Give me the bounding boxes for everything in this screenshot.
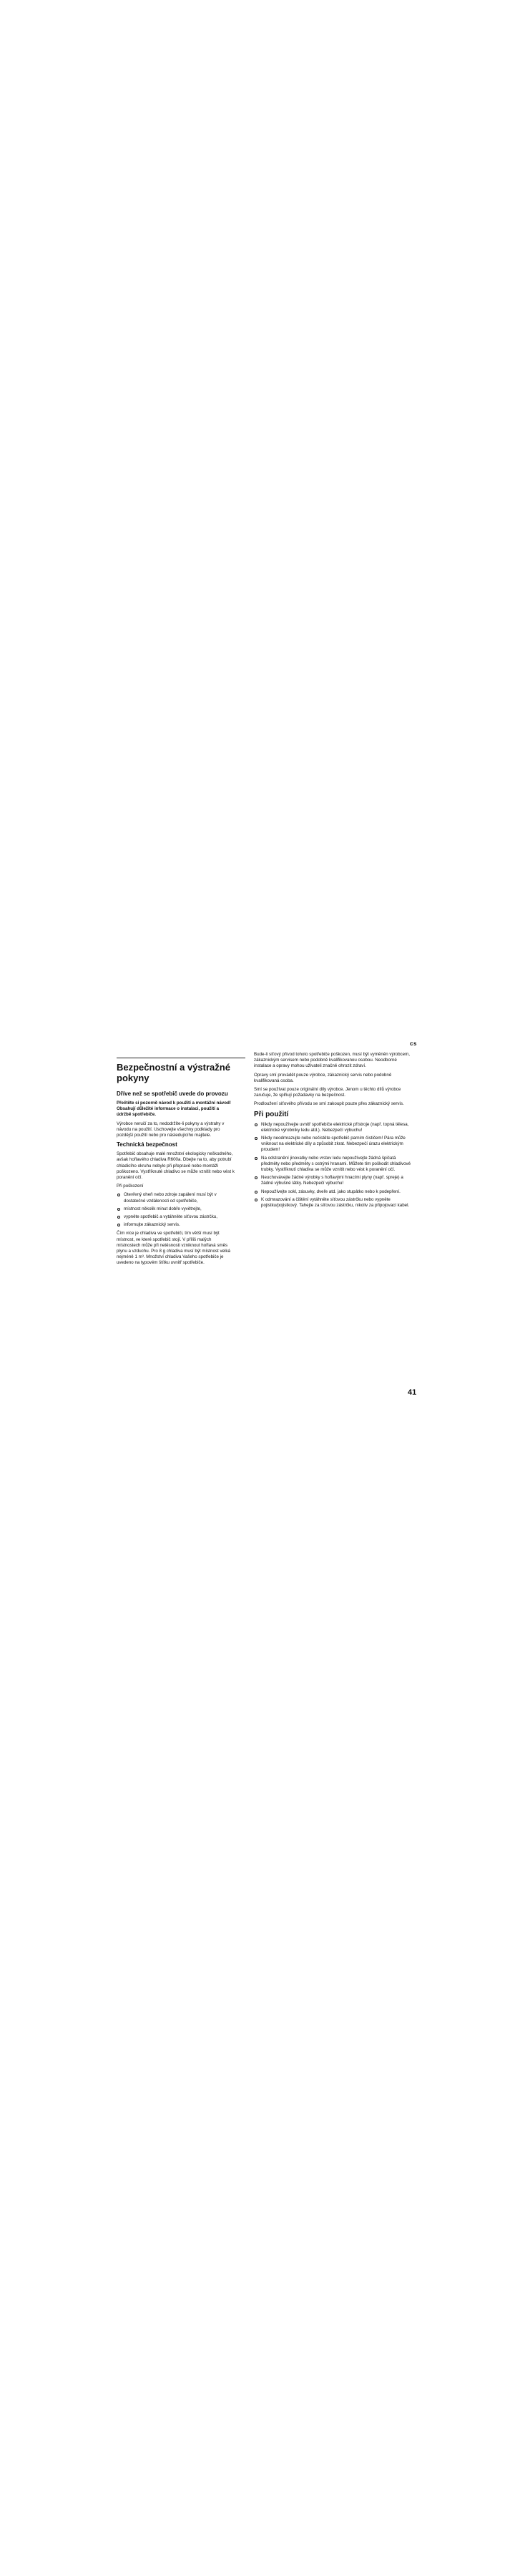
- section-heading-technical-safety: Technická bezpečnost: [117, 1141, 177, 1148]
- list-item: místnost několik minut dobře vyvětrejte,: [117, 1206, 235, 1212]
- list-lead: Při poškození: [117, 1184, 144, 1189]
- section-heading-before-use: Dříve než se spotřebič uvede do provozu: [117, 1091, 228, 1097]
- paragraph: Prodloužení síťového přívodu se smí zakoupit pouze přes zákaznický servis.: [254, 1101, 404, 1107]
- paragraph: Spotřebič obsahuje malé množství ekologicky neškodného, avšak hořlavého chladiva R600a. Dbejte na to, aby potrubí chladicího okruhu nebylo při přepravě nebo montáži poškozeno. Vystříknuté chladivo se může vznítit nebo vést k poranění očí.: [117, 1151, 235, 1181]
- list-item: Na odstranění jinovatky nebo vrstev ledu nepoužívejte žádná špičatá předměty nebo předměty s ostrými hranami. Můžete tím poškodit chladivové trubky. Vystříknutí chladiva se může vznítit nebo vést k poranění očí.: [254, 1156, 415, 1174]
- paragraph: Bude-li síťový přívod tohoto spotřebiče poškozen, musí být vyměněn výrobcem, zákaznickým servisem nebo podobně kvalifikovanou osobou. Neodborné instalace a opravy mohou uživateli značně ohrozit zdraví.: [254, 1052, 410, 1069]
- page-number: 41: [408, 1388, 417, 1397]
- language-badge: cs: [410, 1040, 417, 1047]
- list-item: Otevřený oheň nebo zdroje zapálení musí být v dostatečné vzdálenosti od spotřebiče,: [117, 1192, 235, 1204]
- list-item: Neuchovávejte žádné výrobky s hořlavými hnacími plyny (např. spreje) a žádné výbušné látky. Nebezpečí výbuchu!: [254, 1175, 415, 1186]
- list-item: K odmrazování a čištění vytáhněte síťovou zástrčku nebo vypněte pojistku/pojistkový. Tahejte za síťovou zástrčku, nikoliv za připojovací kabel.: [254, 1197, 415, 1209]
- damage-list: [117, 1192, 235, 1228]
- list-item: vypněte spotřebič a vytáhněte síťovou zástrčku,: [117, 1214, 235, 1220]
- paragraph: Čím více je chladiva ve spotřebiči, tím větší musí být místnost, ve které spotřebič stojí. V příliš malých místnostech může při netěsnosti vzniknout hořlavá směs plynu a vzduchu. Pro 8 g chladiva musí být místnost velká nejméně 1 m³. Množství chladiva Vašeho spotřebiče je uvedeno na typovém štítku uvnitř spotřebiče.: [117, 1231, 230, 1266]
- list-item: Nepoužívejte sokl, zásuvky, dveře atd. jako stupátko nebo k podepření.: [254, 1189, 415, 1195]
- usage-list: [254, 1122, 415, 1209]
- right-column: [254, 1052, 415, 1211]
- section-heading-in-use: Při použití: [254, 1110, 289, 1118]
- paragraph: Smí se používat pouze originální díly výrobce. Jenom u těchto dílů výrobce zaručuje, že splňují požadavky na bezpečnost.: [254, 1087, 401, 1098]
- paragraph: Opravy smí provádět pouze výrobce, zákaznický servis nebo podobně kvalifikovaná osoba.: [254, 1072, 392, 1083]
- intro-paragraph: Přečtěte si pozorně návod k použití a montážní návod! Obsahují důležité informace o instalaci, použití a údržbě spotřebiče.: [117, 1101, 231, 1118]
- list-item: Nikdy nepoužívejte uvnitř spotřebiče elektrické přístroje (např. topná tělesa, elektrické výrobníky ledu atd.). Nebezpečí výbuchu!: [254, 1122, 415, 1133]
- list-item: informujte zákaznický servis.: [117, 1222, 235, 1228]
- paragraph: Výrobce neručí za to, nedodržíte-li pokyny a výstrahy v návodu na použití. Uschovejte všechny podklady pro pozdější použití nebo pro následujícího majitele.: [117, 1121, 225, 1138]
- list-item: Nikdy neodmrazujte nebo nečistěte spotřebič parním čističem! Pára může vniknout na elektrické díly a způsobit zkrat. Nebezpečí úrazu elektrickým proudem!: [254, 1136, 415, 1153]
- page-title: Bezpečnostní a výstražné pokyny: [117, 1062, 230, 1083]
- left-column: [117, 1058, 235, 1269]
